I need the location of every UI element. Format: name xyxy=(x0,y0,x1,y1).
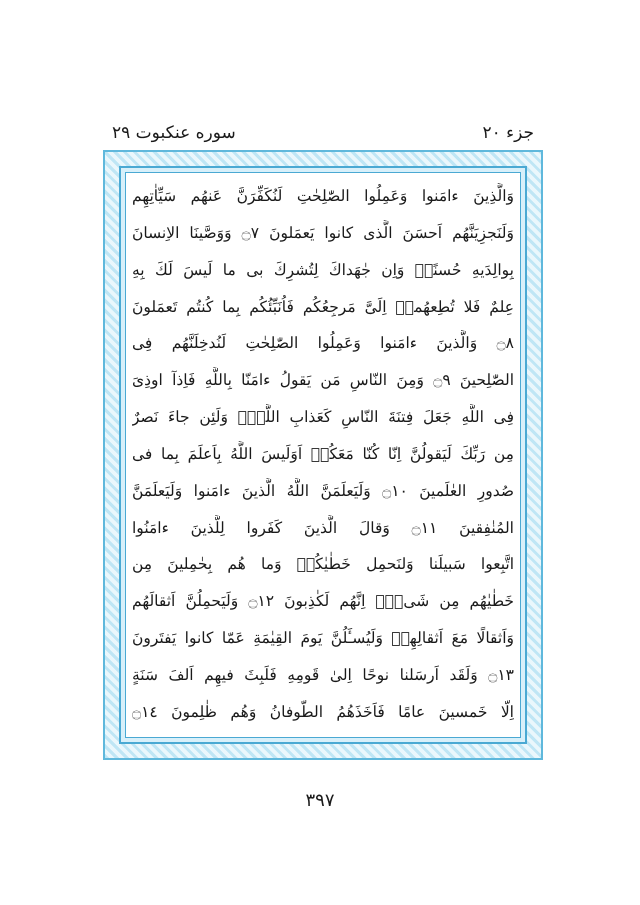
verse-line: ۝٨ وَالَّذينَ ءامَنوا وَعَمِلُوا الصّٰلِحٰتِ لَنُدخِلَنَّهُم فِى xyxy=(132,334,514,353)
verse-line: عِلمٌ فَلا تُطِعهُمآۚ اِلَىَّ مَرجِعُكُم فَاُنَبِّئُكُم بِما كُنتُم تَعمَلونَ xyxy=(132,297,514,316)
verse-line: صُدورِ العٰلَمينَ ۝١٠ وَلَيَعلَمَنَّ اللَّهُ الَّذينَ ءامَنوا وَلَيَعلَمَنَّ xyxy=(132,481,514,500)
text-panel xyxy=(125,172,521,738)
verse-line: وَاَثقالًا مَعَ اَثقالِهِمۖ وَلَيُسـَٔلُنَّ يَومَ القِيٰمَةِ عَمّا كانوا يَفتَرونَ xyxy=(132,629,514,648)
verse-lines xyxy=(132,183,514,727)
surah-label: سوره عنكبوت ٢٩ xyxy=(112,123,236,143)
page-number: ٣٩٧ xyxy=(305,790,335,811)
verse-line: بِوالِدَيهِ حُسنًاۖ وَاِن جٰهَداكَ لِتُشرِكَ بى ما لَيسَ لَكَ بِهِ xyxy=(132,260,514,279)
verse-line: مِن رَبِّكَ لَيَقولُنَّ اِنّا كُنّا مَعَكُمۚ اَوَلَيسَ اللَّهُ بِاَعلَمَ بِما فى xyxy=(132,444,514,463)
verse-line: اتَّبِعوا سَبيلَنا وَلنَحمِل خَطٰيٰكُمۚ وَما هُم بِحٰمِلينَ مِن xyxy=(132,555,514,574)
verse-line: ۝١٣ وَلَقَد اَرسَلنا نوحًا اِلىٰ قَومِهِ فَلَبِثَ فيهِم اَلفَ سَنَةٍ xyxy=(132,665,514,684)
decorative-border xyxy=(103,150,543,760)
verse-line: المُنٰفِقينَ ۝١١ وَقالَ الَّذينَ كَفَروا لِلَّذينَ ءامَنُوا xyxy=(132,518,514,537)
verse-line: وَالَّذِينَ ءامَنوا وَعَمِلُوا الصّٰلِحٰتِ لَنُكَفِّرَنَّ عَنهُم سَيِّاٰتِهِم xyxy=(132,187,514,205)
verse-line: الصّٰلِحينَ ۝٩ وَمِنَ النّاسِ مَن يَقولُ ءامَنّا بِاللَّهِ فَاِذآ اوذِىَ xyxy=(132,371,514,390)
juz-label: جزء ٢٠ xyxy=(482,123,534,143)
border-band xyxy=(119,166,527,744)
verse-line: فِى اللَّهِ جَعَلَ فِتنَةَ النّاسِ كَعَذابِ اللَّهِۖ وَلَئِن جاءَ نَصرٌ xyxy=(132,408,514,427)
page-header xyxy=(112,120,534,146)
verse-line: اِلّا خَمسينَ عامًا فَاَخَذَهُمُ الطّوفانُ وَهُم ظٰلِمونَ ۝١٤ xyxy=(132,702,514,721)
verse-line: وَلَنَجزِيَنَّهُم اَحسَنَ الَّذى كانوا يَعمَلونَ ۝٧ وَوَصَّينَا الاِنسانَ xyxy=(132,223,514,242)
verse-line: خَطٰيٰهُم مِن شَىءٍۖ اِنَّهُم لَكٰذِبونَ ۝١٢ وَلَيَحمِلُنَّ اَثقالَهُم xyxy=(132,592,514,611)
